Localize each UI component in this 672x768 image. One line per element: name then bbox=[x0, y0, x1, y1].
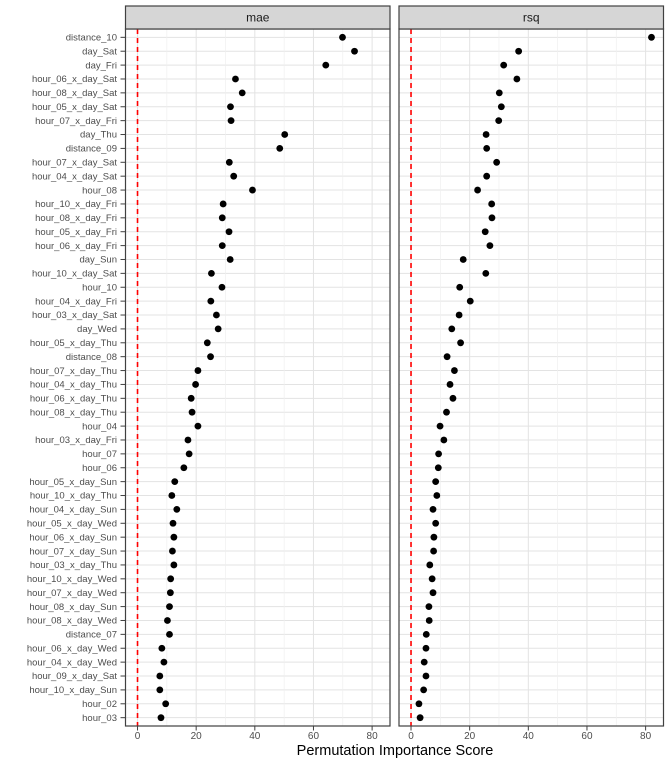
data-point bbox=[232, 76, 239, 83]
data-point bbox=[168, 492, 175, 499]
data-point bbox=[483, 145, 490, 152]
data-point bbox=[430, 534, 437, 541]
data-point bbox=[450, 395, 457, 402]
y-axis-label: hour_03_x_day_Thu bbox=[29, 560, 117, 572]
y-axis-label: hour_03 bbox=[82, 712, 117, 724]
data-point bbox=[426, 617, 433, 624]
data-point bbox=[482, 270, 489, 277]
data-point bbox=[227, 103, 234, 110]
y-axis-label: hour_07 bbox=[82, 449, 117, 461]
y-axis-label: hour_06_x_day_Wed bbox=[26, 643, 117, 655]
y-axis-label: hour_08_x_day_Thu bbox=[29, 407, 117, 419]
data-point bbox=[171, 478, 178, 485]
y-axis-label: day_Sat bbox=[82, 46, 117, 58]
data-point bbox=[440, 437, 447, 444]
data-point bbox=[496, 89, 503, 96]
y-axis-label: distance_10 bbox=[65, 32, 117, 44]
y-axis-label: hour_04_x_day_Wed bbox=[26, 657, 117, 669]
data-point bbox=[432, 520, 439, 527]
data-point bbox=[281, 131, 288, 138]
data-point bbox=[204, 339, 211, 346]
x-tick-label: 40 bbox=[522, 731, 534, 742]
y-axis-label: distance_09 bbox=[65, 143, 117, 155]
y-axis-label: hour_10_x_day_Sat bbox=[31, 268, 117, 280]
data-point bbox=[430, 506, 437, 513]
y-axis-label: hour_09_x_day_Sat bbox=[31, 671, 117, 683]
data-point bbox=[495, 117, 502, 124]
y-axis-label: hour_08 bbox=[82, 185, 117, 197]
data-point bbox=[430, 548, 437, 555]
y-axis-label: day_Thu bbox=[80, 129, 117, 141]
data-point bbox=[435, 450, 442, 457]
data-point bbox=[457, 339, 464, 346]
data-point bbox=[483, 173, 490, 180]
data-point bbox=[456, 284, 463, 291]
data-point bbox=[276, 145, 283, 152]
data-point bbox=[185, 437, 192, 444]
data-point bbox=[500, 62, 507, 69]
y-axis-label: hour_02 bbox=[82, 698, 117, 710]
data-point bbox=[433, 492, 440, 499]
data-point bbox=[195, 367, 202, 374]
data-point bbox=[219, 214, 226, 221]
data-point bbox=[207, 353, 214, 360]
data-point bbox=[498, 103, 505, 110]
y-axis-label: day_Wed bbox=[77, 324, 117, 336]
data-point bbox=[426, 562, 433, 569]
y-axis-label: hour_05_x_day_Fri bbox=[35, 226, 117, 238]
y-axis-label: hour_05_x_day_Thu bbox=[29, 337, 117, 349]
data-point bbox=[226, 228, 233, 235]
y-axis-label: hour_05_x_day_Sun bbox=[29, 476, 117, 488]
data-point bbox=[423, 631, 430, 638]
x-tick-label: 80 bbox=[366, 731, 378, 742]
data-point bbox=[421, 659, 428, 666]
y-axis-label: hour_08_x_day_Fri bbox=[35, 213, 117, 225]
y-axis-label: hour_03_x_day_Sat bbox=[31, 310, 117, 322]
data-point bbox=[467, 298, 474, 305]
data-point bbox=[513, 76, 520, 83]
y-axis-label: hour_08_x_day_Sun bbox=[29, 601, 117, 613]
data-point bbox=[192, 381, 199, 388]
data-point bbox=[417, 714, 424, 721]
data-point bbox=[416, 700, 423, 707]
y-axis-label: hour_04_x_day_Fri bbox=[35, 296, 117, 308]
data-point bbox=[226, 159, 233, 166]
data-point bbox=[167, 589, 174, 596]
y-axis-label: hour_10_x_day_Wed bbox=[26, 574, 117, 586]
data-point bbox=[423, 673, 430, 680]
data-point bbox=[213, 312, 220, 319]
data-point bbox=[162, 700, 169, 707]
x-tick-label: 0 bbox=[408, 731, 414, 742]
data-point bbox=[483, 131, 490, 138]
panel-background bbox=[399, 29, 664, 726]
data-point bbox=[208, 270, 215, 277]
data-point bbox=[164, 617, 171, 624]
data-point bbox=[188, 395, 195, 402]
data-point bbox=[156, 673, 163, 680]
data-point bbox=[228, 117, 235, 124]
data-point bbox=[437, 423, 444, 430]
y-axis-label: hour_08_x_day_Wed bbox=[26, 615, 117, 627]
data-point bbox=[186, 450, 193, 457]
y-axis-label: hour_05_x_day_Wed bbox=[26, 518, 117, 530]
data-point bbox=[322, 62, 329, 69]
data-point bbox=[423, 645, 430, 652]
data-point bbox=[170, 520, 177, 527]
y-axis-label: day_Sun bbox=[79, 254, 117, 266]
data-point bbox=[239, 89, 246, 96]
y-axis-label: hour_04 bbox=[82, 421, 117, 433]
data-point bbox=[451, 367, 458, 374]
data-point bbox=[156, 687, 163, 694]
data-point bbox=[420, 687, 427, 694]
data-point bbox=[195, 423, 202, 430]
data-point bbox=[180, 464, 187, 471]
data-point bbox=[489, 214, 496, 221]
data-point bbox=[487, 242, 494, 249]
y-axis-label: hour_06 bbox=[82, 462, 117, 474]
y-axis-label: hour_07_x_day_Sun bbox=[29, 546, 117, 558]
data-point bbox=[219, 284, 226, 291]
y-axis-label: hour_10_x_day_Sun bbox=[29, 685, 117, 697]
y-axis-label: hour_07_x_day_Wed bbox=[26, 587, 117, 599]
data-point bbox=[166, 631, 173, 638]
x-tick-label: 60 bbox=[581, 731, 593, 742]
data-point bbox=[249, 187, 256, 194]
y-axis-label: hour_06_x_day_Fri bbox=[35, 240, 117, 252]
data-point bbox=[474, 187, 481, 194]
y-axis-label: day_Fri bbox=[85, 60, 117, 72]
data-point bbox=[227, 256, 234, 263]
data-point bbox=[443, 409, 450, 416]
data-point bbox=[170, 562, 177, 569]
y-axis-label: hour_04_x_day_Sun bbox=[29, 504, 117, 516]
data-point bbox=[170, 534, 177, 541]
data-point bbox=[173, 506, 180, 513]
y-axis-label: distance_07 bbox=[65, 629, 117, 641]
data-point bbox=[435, 464, 442, 471]
y-axis-label: hour_07_x_day_Fri bbox=[35, 115, 117, 127]
y-axis-label: distance_08 bbox=[65, 351, 117, 363]
data-point bbox=[189, 409, 196, 416]
data-point bbox=[167, 575, 174, 582]
y-axis-label: hour_06_x_day_Thu bbox=[29, 393, 117, 405]
x-tick-label: 20 bbox=[190, 731, 202, 742]
data-point bbox=[648, 34, 655, 41]
facet-strip-label: rsq bbox=[522, 10, 540, 25]
data-point bbox=[230, 173, 237, 180]
y-axis-label: hour_03_x_day_Fri bbox=[35, 435, 117, 447]
data-point bbox=[460, 256, 467, 263]
data-point bbox=[429, 575, 436, 582]
data-point bbox=[432, 478, 439, 485]
data-point bbox=[493, 159, 500, 166]
x-tick-label: 60 bbox=[307, 731, 320, 742]
data-point bbox=[444, 353, 451, 360]
data-point bbox=[169, 548, 176, 555]
data-point bbox=[158, 645, 165, 652]
y-axis-label: hour_10_x_day_Thu bbox=[29, 490, 117, 502]
x-tick-label: 0 bbox=[134, 731, 141, 742]
y-axis-label: hour_10_x_day_Fri bbox=[35, 199, 117, 211]
data-point bbox=[456, 312, 463, 319]
y-axis-label: hour_04_x_day_Thu bbox=[29, 379, 117, 391]
y-axis-label: hour_07_x_day_Thu bbox=[29, 365, 117, 377]
data-point bbox=[166, 603, 173, 610]
y-axis-label: hour_04_x_day_Sat bbox=[31, 171, 117, 183]
data-point bbox=[158, 714, 165, 721]
y-axis-label: hour_06_x_day_Sat bbox=[31, 74, 117, 86]
x-tick-label: 20 bbox=[464, 731, 476, 742]
data-point bbox=[447, 381, 454, 388]
y-axis-label: hour_05_x_day_Sat bbox=[31, 101, 117, 113]
data-point bbox=[339, 34, 346, 41]
data-point bbox=[488, 201, 495, 208]
data-point bbox=[215, 326, 222, 333]
data-point bbox=[219, 242, 226, 249]
data-point bbox=[207, 298, 214, 305]
data-point bbox=[430, 589, 437, 596]
data-point bbox=[161, 659, 168, 666]
facet-strip-label: mae bbox=[246, 10, 270, 25]
x-tick-label: 80 bbox=[640, 731, 652, 742]
x-axis-title: Permutation Importance Score bbox=[296, 743, 494, 759]
data-point bbox=[482, 228, 489, 235]
y-axis-label: hour_08_x_day_Sat bbox=[31, 88, 117, 100]
x-tick-label: 40 bbox=[249, 731, 261, 742]
y-axis-label: hour_06_x_day_Sun bbox=[29, 532, 117, 544]
data-point bbox=[448, 326, 455, 333]
data-point bbox=[426, 603, 433, 610]
data-point bbox=[351, 48, 358, 55]
data-point bbox=[220, 201, 227, 208]
y-axis-label: hour_07_x_day_Sat bbox=[31, 157, 117, 169]
y-axis-label: hour_10 bbox=[82, 282, 117, 294]
data-point bbox=[515, 48, 522, 55]
